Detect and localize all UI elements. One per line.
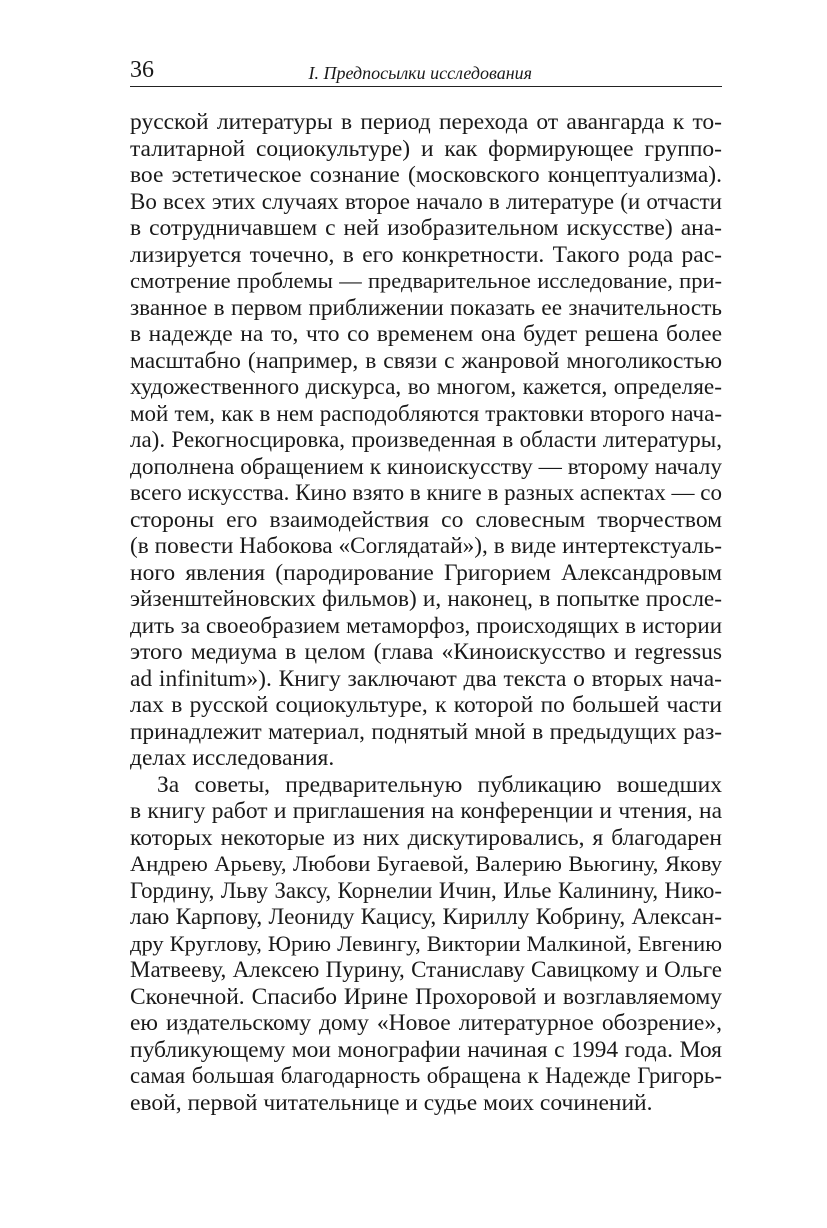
page-number: 36 xyxy=(130,57,154,83)
text-line: самая большая благодарность обращена к Надежде Григорь- xyxy=(130,1063,722,1088)
text-line: всего искусства. Кино взято в книге в разных аспектах — со xyxy=(130,480,722,505)
text-line: ного явления (пародирование Григорием Александровым xyxy=(130,559,722,586)
book-page xyxy=(130,52,722,1116)
text-line: Матвееву, Алексею Пурину, Станиславу Савицкому и Ольге xyxy=(130,957,722,982)
text-line: талитарной социокультуре) и как формирующее группо- xyxy=(130,135,722,162)
text-line: мой тем, как в нем расподобляются трактовки второго нача- xyxy=(130,400,722,426)
text-line: принадлежит материал, поднятый мной в предыдущих раз- xyxy=(130,718,722,745)
text-line: За советы, предварительную публикацию вошедших xyxy=(157,771,722,798)
text-line: русской литературы в период перехода от авангарда к то- xyxy=(130,109,722,135)
text-line: этого медиума в целом (глава «Киноискусство и regressus xyxy=(130,639,722,665)
text-line: Гордину, Льву Заксу, Корнелии Ичин, Илье Калинину, Нико- xyxy=(130,877,722,903)
text-line: Во всех этих случаях второе начало в литературе (и отчасти xyxy=(130,188,722,214)
text-line: ею издательскому дому «Новое литературное обозрение», xyxy=(130,1010,722,1036)
section-title: I. Предпосылки исследования xyxy=(308,63,532,83)
text-line: в сотрудничавшем с ней изобразительном искусстве) ана- xyxy=(130,215,722,241)
text-line: евой, первой читательнице и судье моих сочинений. xyxy=(130,1089,653,1116)
text-line: в надежде на то, что со временем она будет решена более xyxy=(130,321,722,347)
text-line: дить за своеобразием метаморфоз, происходящих в истории xyxy=(130,612,722,638)
text-line: в книгу работ и приглашения на конференции и чтения, на xyxy=(130,798,722,824)
text-line: (в повести Набокова «Соглядатай»), в виде интертекстуаль- xyxy=(130,533,722,559)
text-line: которых некоторые из них дискутировались, я благодарен xyxy=(130,824,722,851)
text-line: стороны его взаимодействия со словесным творчеством xyxy=(130,506,722,533)
text-line: художественного дискурса, во многом, кажется, определяе- xyxy=(130,374,722,400)
text-line: дру Круглову, Юрию Левингу, Виктории Малкиной, Евгению xyxy=(130,930,722,956)
text-line: лаю Карпову, Леониду Кацису, Кириллу Кобрину, Алексан- xyxy=(130,904,722,930)
text-line: дополнена обращением к киноискусству — второму началу xyxy=(130,453,722,480)
paragraph-1 xyxy=(130,109,722,772)
text-line: эйзенштейновских фильмов) и, наконец, в попытке просле- xyxy=(130,586,722,612)
text-line: Андрею Арьеву, Любови Бугаевой, Валерию Вьюгину, Якову xyxy=(130,851,722,876)
text-line: Сконечной. Спасибо Ирине Прохоровой и возглавляемому xyxy=(130,983,722,1010)
text-line: делах исследования. xyxy=(130,745,335,771)
text-line: лах в русской социокультуре, к которой по большей части xyxy=(130,692,722,718)
text-line: масштабно (например, в связи с жанровой многоликостью xyxy=(130,347,722,374)
text-line: публикующему мои монографии начиная с 1994 года. Моя xyxy=(130,1036,722,1063)
text-line: лизируется точечно, в его конкретности. Такого рода рас- xyxy=(130,241,722,268)
paragraph-2 xyxy=(130,772,722,1117)
text-line: смотрение проблемы — предварительное исследование, при- xyxy=(130,268,722,293)
body-text xyxy=(130,109,722,1116)
text-line: вое эстетическое сознание (московского концептуализма). xyxy=(130,162,722,188)
text-line: званное в первом приближении показать ее значительность xyxy=(130,294,722,321)
running-header xyxy=(130,52,722,87)
text-line: ad infinitum»). Книгу заключают два текста о вторых нача- xyxy=(130,665,722,692)
text-line: ла). Рекогносцировка, произведенная в области литературы, xyxy=(130,427,722,452)
